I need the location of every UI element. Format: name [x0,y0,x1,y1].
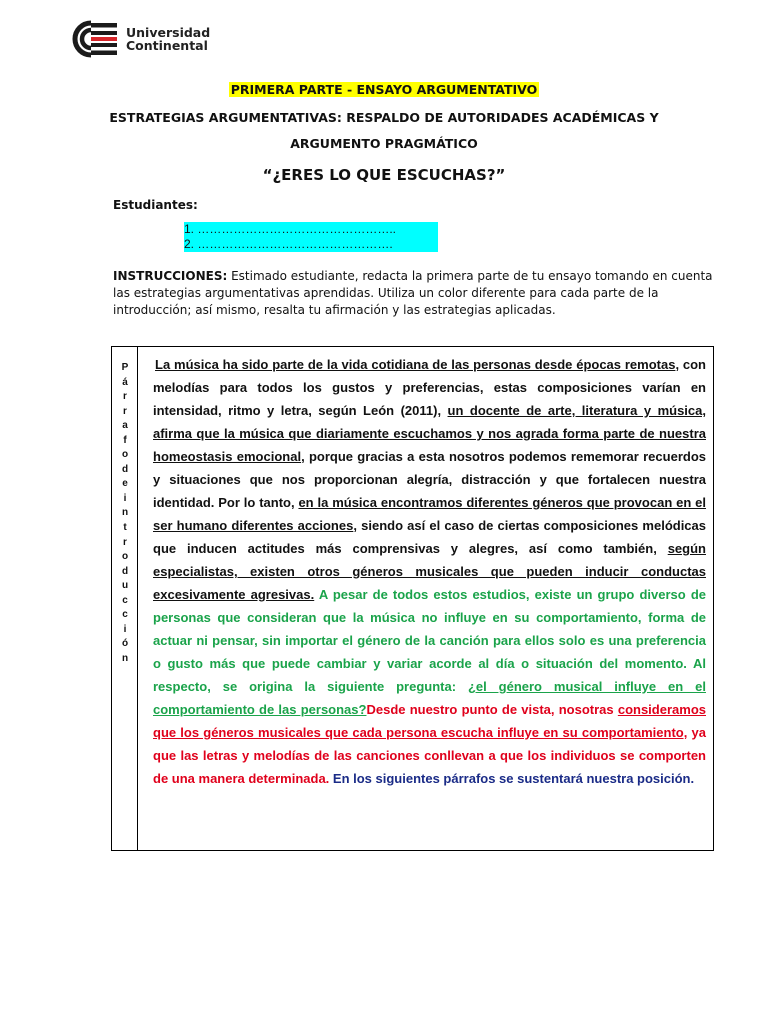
students-label: Estudiantes: [113,198,198,212]
part-title [0,82,768,97]
introduction-paragraph [153,353,706,790]
side-label-letter: n [121,507,129,519]
side-label-letter: r [123,405,127,417]
strategies-title-line1: ESTRATEGIAS ARGUMENTATIVAS: RESPALDO DE AUTORIDADES ACADÉMICAS Y [109,110,659,125]
authority-underlined: un docente de arte, literatura y música, afirma que la música que diariamente escuchamos y nos agrada forma parte de nuestra homeostasis emocional [153,403,706,464]
instructions-label: INSTRUCCIONES: [113,269,228,283]
context-text-3: , siendo así el caso de ciertas composiciones melódicas que inducen actitudes más comprensivas y alegres, así como también, [153,518,706,556]
research-question: ¿el género musical influye en el comportamiento de las personas? [153,679,706,717]
thesis-statement: consideramos que los géneros musicales que cada persona escucha influye en su comportamiento, [153,702,706,740]
student-item-2: 2. …………………………………………. [184,237,393,251]
side-label-letter: P [121,362,129,373]
side-label-letter: c [122,609,128,621]
counter-position: A pesar de todos estos estudios, existe un grupo diverso de personas que consideran que la música no influye en su comportamiento, forma de actuar ni pensar, sin importar el género de la canción para ellos solo es una preferencia o gusto más que puede cambiar y variar acorde al día o situación del momento. Al respecto, se origina la siguiente pregunta: [153,587,706,694]
context-text: , con melodías para todos los gustos y preferencias, estas composiciones varían en intensidad, ritmo y letra, según León (2011), [153,357,706,418]
students-list [184,222,438,252]
side-label-letter: u [121,580,129,592]
side-label-letter: r [123,536,127,548]
thesis-support: ya que las letras y melodías de las canciones conllevan a que los individuos se comporten de una manera determinada. [153,725,706,786]
instructions-text: Estimado estudiante, redacta la primera parte de tu ensayo tomando en cuenta las estrategias argumentativas aprendidas. Utiliza un color diferente para cada parte de la introducción; así mismo, resalta tu afirmación y las estrategias aplicadas. [113,269,713,317]
position-intro: Desde nuestro punto de vista, nosotras [366,702,618,717]
side-label-letter: c [122,594,128,606]
logo-line1: Universidad [126,25,211,40]
side-label-letter: r [123,391,127,403]
context-text-2: , porque gracias a esta nosotros podemos rememorar recuerdos y situaciones que nos proporcionan alegría, distracción y que fortalecen nuestra identidad. Por lo tanto, [153,449,706,510]
logo-mark-icon [64,20,118,58]
side-label-letter: d [121,565,129,577]
side-label-letter: d [121,463,129,475]
pragmatic-underlined: en la música encontramos diferentes géneros que provocan en el ser humano diferentes acciones [153,495,706,533]
side-label-letter: n [121,652,129,664]
side-label-letter: i [123,623,127,635]
specialists-underlined: según especialistas, existen otros géneros musicales que pueden inducir conductas excesivamente agresivas. [153,541,706,602]
side-label-letter: o [121,449,129,461]
side-label-vertical [112,361,138,666]
side-label-column [112,347,138,850]
side-label-letter: f [123,434,127,446]
side-label-letter: á [122,376,128,388]
side-label-letter: e [122,478,128,490]
strategies-title-line2: ARGUMENTO PRAGMÁTICO [290,136,478,151]
closing-sentence: En los siguientes párrafos se sustentará nuestra posición. [329,771,695,786]
context-underlined: La música ha sido parte de la vida cotidiana de las personas desde épocas remotas [155,357,676,372]
instructions [113,268,713,319]
side-label-letter: ó [121,638,129,650]
side-label-letter: t [123,522,127,534]
student-item-1: 1. ………………………………………….. [184,222,397,236]
side-label-letter: i [123,492,127,504]
essay-title: “¿ERES LO QUE ESCUCHAS?” [262,166,506,184]
introduction-box [111,346,714,851]
university-logo [64,20,210,58]
part-title-text: PRIMERA PARTE - ENSAYO ARGUMENTATIVO [230,82,538,97]
side-label-letter: a [122,420,128,432]
side-label-letter: o [121,551,129,563]
logo-line2: Continental [126,38,208,53]
